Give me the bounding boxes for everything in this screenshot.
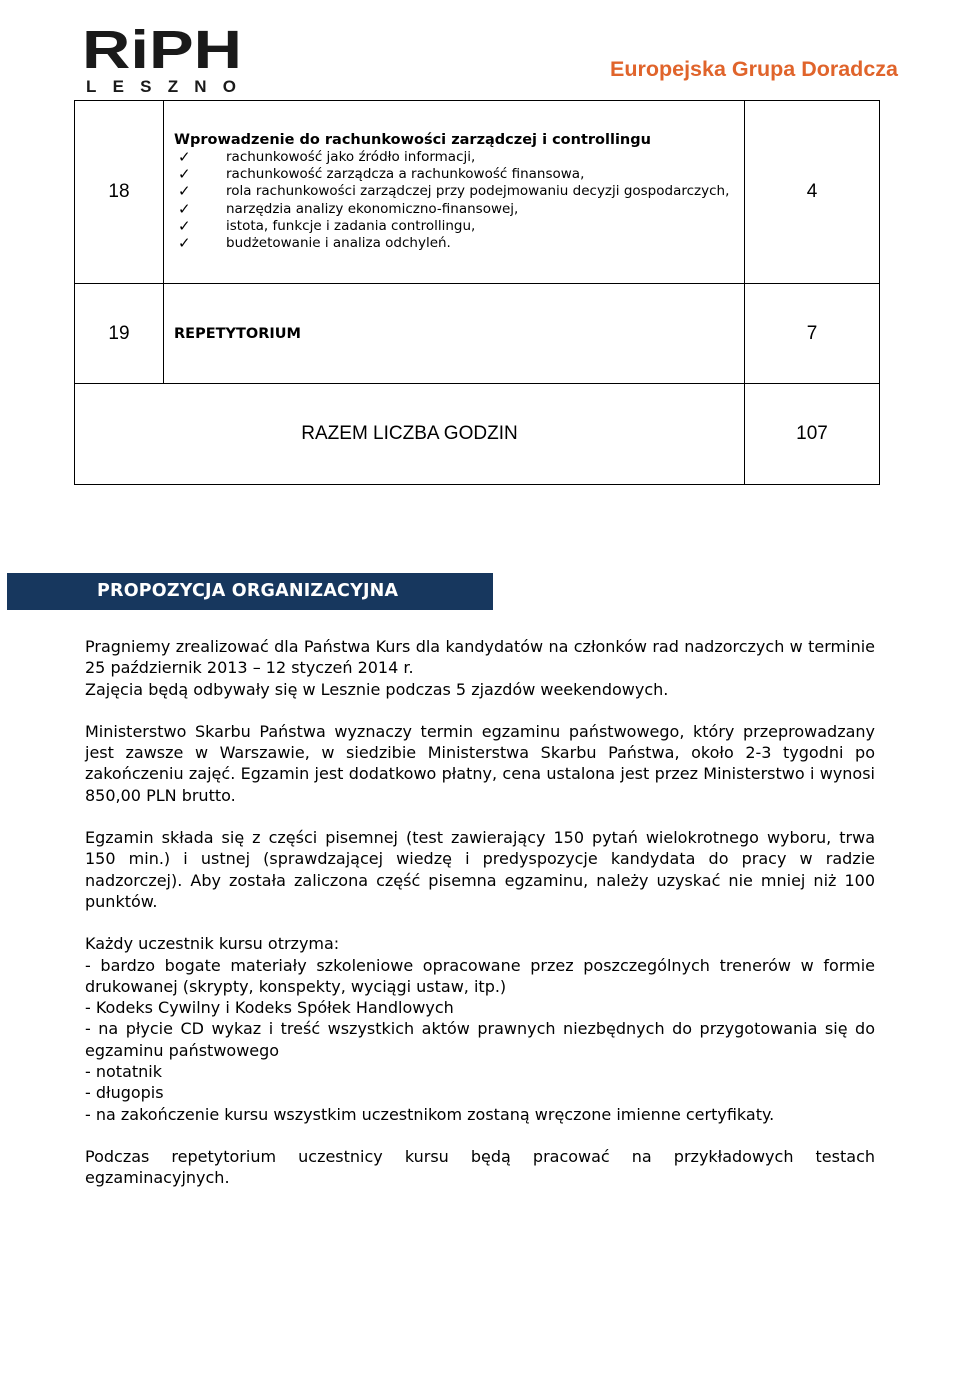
list-item: - notatnik <box>85 1062 162 1082</box>
riph-leszno-logo <box>82 20 244 96</box>
check-icon: ✓ <box>178 216 191 235</box>
topic-title: REPETYTORIUM <box>174 325 301 342</box>
check-icon: ✓ <box>178 165 191 184</box>
list-item: - na płycie CD wykaz i treść wszystkich aktów prawnych niezbędnych do przygotowania się do egzaminu państwowego <box>85 1019 875 1060</box>
total-hours: 107 <box>745 384 880 485</box>
paragraph-participant-intro: Każdy uczestnik kursu otrzyma: <box>85 934 340 954</box>
topic-list <box>174 149 744 252</box>
paragraph-repetitorium: Podczas repetytorium uczestnicy kursu będą pracować na przykładowych testach egzaminacyjnych. <box>85 1146 875 1188</box>
check-icon: ✓ <box>178 233 191 252</box>
paragraph-exam-structure: Egzamin składa się z części pisemnej (test zawierający 150 pytań wielokrotnego wyboru, trwa 150 min.) i ustnej (sprawdzającej wiedzę i predyspozycje kandydata do pracy w radzie nadzorczej). Aby została zaliczona część pisemna egzaminu, należy uzyskać nie mniej niż 100 punktów. <box>85 828 875 911</box>
table-row <box>75 101 880 284</box>
paragraph-venue: Zajęcia będą odbywały się w Lesznie podczas 5 zjazdów weekendowych. <box>85 679 669 699</box>
section-heading: PROPOZYCJA ORGANIZACYJNA <box>7 573 493 610</box>
check-icon: ✓ <box>178 199 191 218</box>
check-icon: ✓ <box>178 147 191 166</box>
topic-cell <box>164 101 745 284</box>
list-item: ✓ rola rachunkowości zarządczej przy podejmowaniu decyzji gospodarczych, <box>178 182 730 201</box>
topic-title: Wprowadzenie do rachunkowości zarządczej i controllingu <box>174 131 651 148</box>
program-table <box>74 100 880 485</box>
list-item: - na zakończenie kursu wszystkim uczestnikom zostaną wręczone imienne certyfikaty. <box>85 1104 775 1124</box>
egd-logo-text: Europejska Grupa Doradcza <box>610 58 899 81</box>
list-item: ✓ istota, funkcje i zadania controllingu, <box>178 216 476 235</box>
row-number: 18 <box>75 101 164 284</box>
list-item: ✓ rachunkowość zarządcza a rachunkowość finansowa, <box>178 165 585 184</box>
table-row <box>75 284 880 384</box>
topic-cell <box>164 284 745 384</box>
paragraph-course-dates: Pragniemy zrealizować dla Państwa Kurs dla kandydatów na członków rad nadzorczych w terminie 25 październik 2013 – 12 styczeń 2014 r. <box>85 637 875 678</box>
total-label: RAZEM LICZBA GODZIN <box>75 384 745 485</box>
check-icon: ✓ <box>178 182 191 201</box>
list-item: - długopis <box>85 1083 164 1103</box>
hours-cell: 4 <box>745 101 880 284</box>
organizational-content <box>85 636 875 1189</box>
egd-logo <box>610 50 900 90</box>
list-item: ✓ rachunkowość jako źródło informacji, <box>178 147 476 166</box>
paragraph-exam-info: Ministerstwo Skarbu Państwa wyznaczy termin egzaminu państwowego, który przeprowadzany jest zawsze w Warszawie, w siedzibie Ministerstwa Skarbu Państwa, około 2-3 tygodni po zakończeniu zajęć. Egzamin jest dodatkowo płatny, cena ustalona jest przez Ministerstwo i wynosi 850,00 PLN brutto. <box>85 721 875 805</box>
riph-logo-sub: LESZNO <box>86 77 236 96</box>
row-number: 19 <box>75 284 164 384</box>
total-row <box>75 384 880 485</box>
riph-logo-text: RiPH <box>82 20 242 80</box>
list-item: ✓ narzędzia analizy ekonomiczno-finansowej, <box>178 199 519 218</box>
list-item: - Kodeks Cywilny i Kodeks Spółek Handlowych <box>85 998 454 1018</box>
list-item: ✓ budżetowanie i analiza odchyleń. <box>178 233 451 252</box>
list-item: - bardzo bogate materiały szkoleniowe opracowane przez poszczególnych trenerów w formie drukowanej (skrypty, konspekty, wyciągi ustaw, itp.) <box>85 955 875 996</box>
hours-cell: 7 <box>745 284 880 384</box>
